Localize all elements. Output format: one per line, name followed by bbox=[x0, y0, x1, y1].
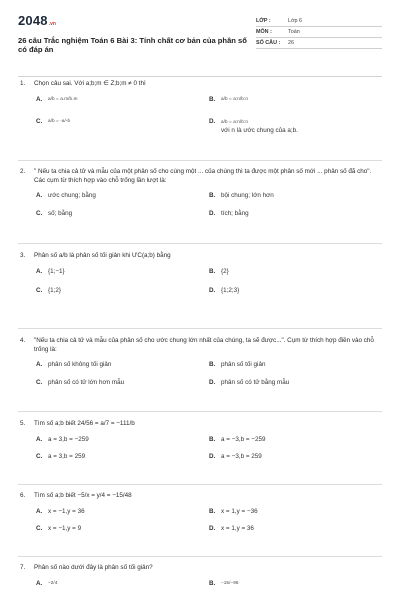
question-text: Tìm số a;b biết −5/x = y/4 = −15/48 bbox=[34, 492, 132, 499]
option-b[interactable] bbox=[209, 192, 382, 201]
option-text: a = −3,b = −259 bbox=[221, 435, 266, 443]
option-a[interactable] bbox=[36, 361, 209, 370]
option-a[interactable] bbox=[36, 96, 209, 105]
meta-table bbox=[256, 16, 382, 49]
option-text: {1;2} bbox=[48, 287, 61, 294]
option-text: a/b = -a/-b bbox=[48, 118, 71, 123]
option-letter: B. bbox=[209, 267, 216, 275]
option-b[interactable] bbox=[209, 508, 382, 517]
question-text: Phân số nào dưới đây là phân số tối giản? bbox=[34, 564, 153, 571]
option-letter: D. bbox=[209, 209, 216, 217]
question-number: 6. bbox=[20, 492, 26, 499]
option-b[interactable] bbox=[209, 436, 382, 445]
option-d[interactable] bbox=[209, 210, 382, 219]
option-d[interactable] bbox=[209, 287, 382, 296]
brand-logo-sub: .vn bbox=[48, 21, 56, 27]
option-letter: C. bbox=[36, 525, 43, 532]
option-letter: C. bbox=[36, 209, 43, 217]
option-text: x = 1,y = 36 bbox=[221, 525, 254, 532]
option-d[interactable] bbox=[209, 118, 382, 135]
option-a[interactable] bbox=[36, 436, 209, 445]
question-7 bbox=[18, 564, 382, 588]
meta-row-class bbox=[256, 16, 382, 27]
question-number: 3. bbox=[20, 252, 26, 259]
meta-value: Lớp 6 bbox=[288, 17, 303, 24]
option-c[interactable] bbox=[36, 118, 209, 135]
options bbox=[36, 436, 382, 462]
option-text: −2/4 bbox=[48, 579, 58, 585]
question-number: 1. bbox=[20, 80, 26, 87]
question-divider bbox=[18, 160, 382, 161]
option-letter: A. bbox=[36, 435, 43, 443]
option-letter: B. bbox=[209, 435, 216, 443]
option-letter: D. bbox=[209, 118, 216, 125]
option-letter: A. bbox=[36, 95, 43, 103]
option-letter: D. bbox=[209, 453, 216, 460]
option-letter: A. bbox=[36, 507, 43, 515]
option-letter: B. bbox=[209, 95, 216, 103]
header-divider bbox=[18, 76, 382, 77]
option-letter: D. bbox=[209, 378, 216, 386]
option-b[interactable] bbox=[209, 580, 382, 589]
meta-value: 26 bbox=[288, 39, 294, 46]
options bbox=[36, 361, 382, 387]
question-4 bbox=[18, 337, 382, 387]
option-text: x = −1,y = 36 bbox=[48, 507, 85, 515]
option-text: bội chung; lớn hơn bbox=[221, 192, 274, 199]
meta-row-subject bbox=[256, 27, 382, 38]
option-letter: A. bbox=[36, 192, 43, 199]
option-text: {1;2;3} bbox=[221, 287, 240, 294]
option-extra: với n là ước chung của a;b. bbox=[221, 126, 298, 134]
header-left bbox=[18, 12, 248, 55]
question-number: 5. bbox=[20, 420, 26, 427]
option-b[interactable] bbox=[209, 361, 382, 370]
question-text: Tìm số a;b biết 24/56 = a/7 = −111/b bbox=[34, 420, 135, 427]
option-text: số; bằng bbox=[48, 209, 73, 217]
option-c[interactable] bbox=[36, 210, 209, 219]
option-text-group bbox=[221, 118, 298, 135]
option-d[interactable] bbox=[209, 453, 382, 462]
option-text: a = 3,b = −259 bbox=[48, 435, 89, 443]
option-text: a/b = a:n/b:n bbox=[221, 119, 248, 124]
option-letter: D. bbox=[209, 287, 216, 294]
question-2 bbox=[18, 168, 382, 218]
meta-key: LỚP : bbox=[256, 17, 271, 24]
option-text: {2} bbox=[221, 267, 229, 275]
option-text: x = −1,y = 9 bbox=[48, 525, 82, 532]
question-divider bbox=[18, 328, 382, 329]
option-c[interactable] bbox=[36, 287, 209, 296]
question-number: 4. bbox=[20, 337, 26, 344]
option-b[interactable] bbox=[209, 96, 382, 105]
options bbox=[36, 96, 382, 136]
option-letter: C. bbox=[36, 287, 43, 294]
option-text: phân số có tử bằng mẫu bbox=[221, 378, 290, 386]
option-text: x = 1,y = −36 bbox=[221, 507, 258, 515]
option-d[interactable] bbox=[209, 525, 382, 534]
option-b[interactable] bbox=[209, 268, 382, 277]
option-text: ước chung; bằng bbox=[48, 192, 96, 199]
question-text: " Nếu ta chia cả tử và mẫu của một phân số cho cùng một ... của chúng thì ta được một phân số mới ... phân số đã cho". Các cụm từ thích hợp vào chỗ trống lần lượt là: bbox=[34, 168, 372, 184]
option-c[interactable] bbox=[36, 525, 209, 534]
option-d[interactable] bbox=[209, 379, 382, 388]
question-divider bbox=[18, 243, 382, 244]
question-divider bbox=[18, 556, 382, 557]
meta-key: MÔN : bbox=[256, 28, 272, 35]
option-c[interactable] bbox=[36, 379, 209, 388]
question-3 bbox=[18, 252, 382, 296]
option-text: tích; bằng bbox=[221, 209, 249, 217]
option-text: a/b = a:n/b:n bbox=[221, 95, 248, 101]
options bbox=[36, 580, 382, 589]
option-text: a/b = a.m/b.m bbox=[48, 95, 78, 101]
option-text: a = −3,b = 259 bbox=[221, 453, 262, 460]
question-number: 7. bbox=[20, 564, 26, 571]
option-text: phân số có tử lớn hơn mẫu bbox=[48, 378, 125, 386]
question-text: "Nếu ta chia cả tử và mẫu của phân số cho ước chung lớn nhất của chúng, ta sẽ được...". Cụm từ thích hợp điền vào chỗ trống là: bbox=[34, 337, 374, 353]
option-c[interactable] bbox=[36, 453, 209, 462]
option-letter: C. bbox=[36, 453, 43, 460]
option-text: phân số không tối giản bbox=[48, 361, 112, 368]
option-a[interactable] bbox=[36, 508, 209, 517]
option-text: {1;−1} bbox=[48, 267, 65, 275]
option-letter: B. bbox=[209, 579, 216, 587]
options bbox=[36, 508, 382, 534]
option-text: phân số tối giản bbox=[221, 361, 266, 368]
options bbox=[36, 192, 382, 218]
option-letter: C. bbox=[36, 378, 43, 386]
option-a[interactable] bbox=[36, 580, 209, 589]
brand-logo-main: 2048 bbox=[18, 13, 48, 28]
question-divider bbox=[18, 411, 382, 412]
meta-key: SỐ CÂU : bbox=[256, 39, 281, 46]
option-text: a = 3,b = 259 bbox=[48, 453, 86, 460]
option-text: −15/−96 bbox=[221, 579, 239, 585]
option-a[interactable] bbox=[36, 192, 209, 201]
question-number: 2. bbox=[20, 168, 26, 175]
option-letter: B. bbox=[209, 507, 216, 515]
brand-logo[interactable] bbox=[18, 12, 248, 30]
question-6 bbox=[18, 492, 382, 534]
option-a[interactable] bbox=[36, 268, 209, 277]
meta-row-count bbox=[256, 38, 382, 49]
document-title: 26 câu Trắc nghiệm Toán 6 Bài 3: Tính chất cơ bản của phân số có đáp án bbox=[18, 35, 247, 55]
question-1 bbox=[18, 80, 382, 135]
option-letter: C. bbox=[36, 118, 43, 125]
header bbox=[18, 12, 382, 70]
option-letter: A. bbox=[36, 579, 43, 587]
option-letter: B. bbox=[209, 192, 216, 199]
meta-value: Toán bbox=[288, 28, 300, 35]
option-letter: A. bbox=[36, 267, 43, 275]
question-text: Chọn câu sai. Với a;b;m ∈ Z;b;m ≠ 0 thì bbox=[34, 80, 146, 87]
option-letter: B. bbox=[209, 361, 216, 368]
question-text: Phân số a/b là phân số tối giản khi ƯC(a;b) bằng bbox=[34, 252, 171, 259]
options bbox=[36, 268, 382, 296]
question-5 bbox=[18, 420, 382, 462]
option-letter: D. bbox=[209, 525, 216, 532]
question-divider bbox=[18, 484, 382, 485]
option-letter: A. bbox=[36, 361, 43, 368]
